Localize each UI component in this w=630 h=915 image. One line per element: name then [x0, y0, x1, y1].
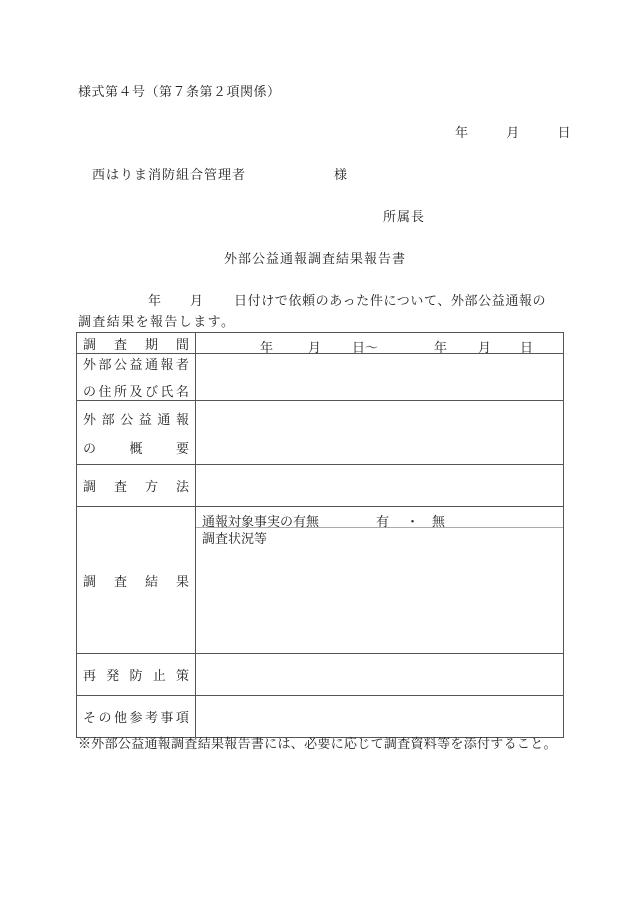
- period-field[interactable]: 年 月 日〜 年 月 日: [196, 333, 564, 354]
- date-year: 年: [455, 126, 469, 141]
- label-summary: 外 部 公 益 通 報 の 概 要: [77, 401, 196, 465]
- label-reporter: 外 部 公 益 通 報 者 の 住 所 及 び 氏 名: [77, 354, 196, 401]
- body-line-1: [148, 294, 547, 309]
- result-field[interactable]: [196, 507, 564, 654]
- date-month: 月: [506, 126, 520, 141]
- fact-existence-label: 通報対象事実の有無: [202, 515, 320, 530]
- label-prevention: 再 発 防 止 策: [77, 654, 196, 696]
- summary-field[interactable]: [196, 401, 564, 465]
- date-day: 日: [557, 126, 571, 141]
- method-field[interactable]: [196, 465, 564, 507]
- investigation-status-label: 調査状況等: [202, 532, 268, 547]
- row-period: [77, 333, 564, 354]
- fact-no-option[interactable]: 無: [432, 515, 446, 530]
- label-method: 調 査 方 法: [77, 465, 196, 507]
- footnote: ※外部公益通報調査結果報告書には、必要に応じて調査資料等を添付すること。: [78, 737, 557, 752]
- body-line-1-text: 日付けで依頼のあった件について、外部公益通報の: [234, 294, 547, 309]
- sender: 所属長: [383, 210, 426, 225]
- fact-yes-option[interactable]: 有: [376, 515, 390, 530]
- row-reporter: [77, 354, 564, 401]
- row-prevention: [77, 654, 564, 696]
- row-result: [77, 507, 564, 654]
- label-other: そ の 他 参 考 事 項: [77, 696, 196, 738]
- report-table: [76, 332, 564, 738]
- prevention-field[interactable]: [196, 654, 564, 696]
- label-period: 調 査 期 間: [77, 333, 196, 354]
- label-result: 調 査 結 果: [77, 507, 196, 654]
- document-title: 外部公益通報調査結果報告書: [223, 252, 406, 267]
- body-line-2: 調査結果を報告します。: [78, 315, 236, 330]
- body-year: 年: [148, 294, 162, 309]
- fact-existence-row: [196, 507, 563, 528]
- other-field[interactable]: [196, 696, 564, 738]
- report-date: [455, 127, 571, 140]
- honorific: 様: [334, 168, 348, 183]
- row-method: [77, 465, 564, 507]
- reporter-field[interactable]: [196, 354, 564, 401]
- row-other: [77, 696, 564, 738]
- body-month: 月: [190, 294, 204, 309]
- fact-separator: ・: [406, 515, 420, 530]
- addressee: 西はりま消防組合管理者: [92, 168, 247, 183]
- row-summary: [77, 401, 564, 465]
- form-number: 様式第４号（第７条第２項関係）: [78, 85, 281, 100]
